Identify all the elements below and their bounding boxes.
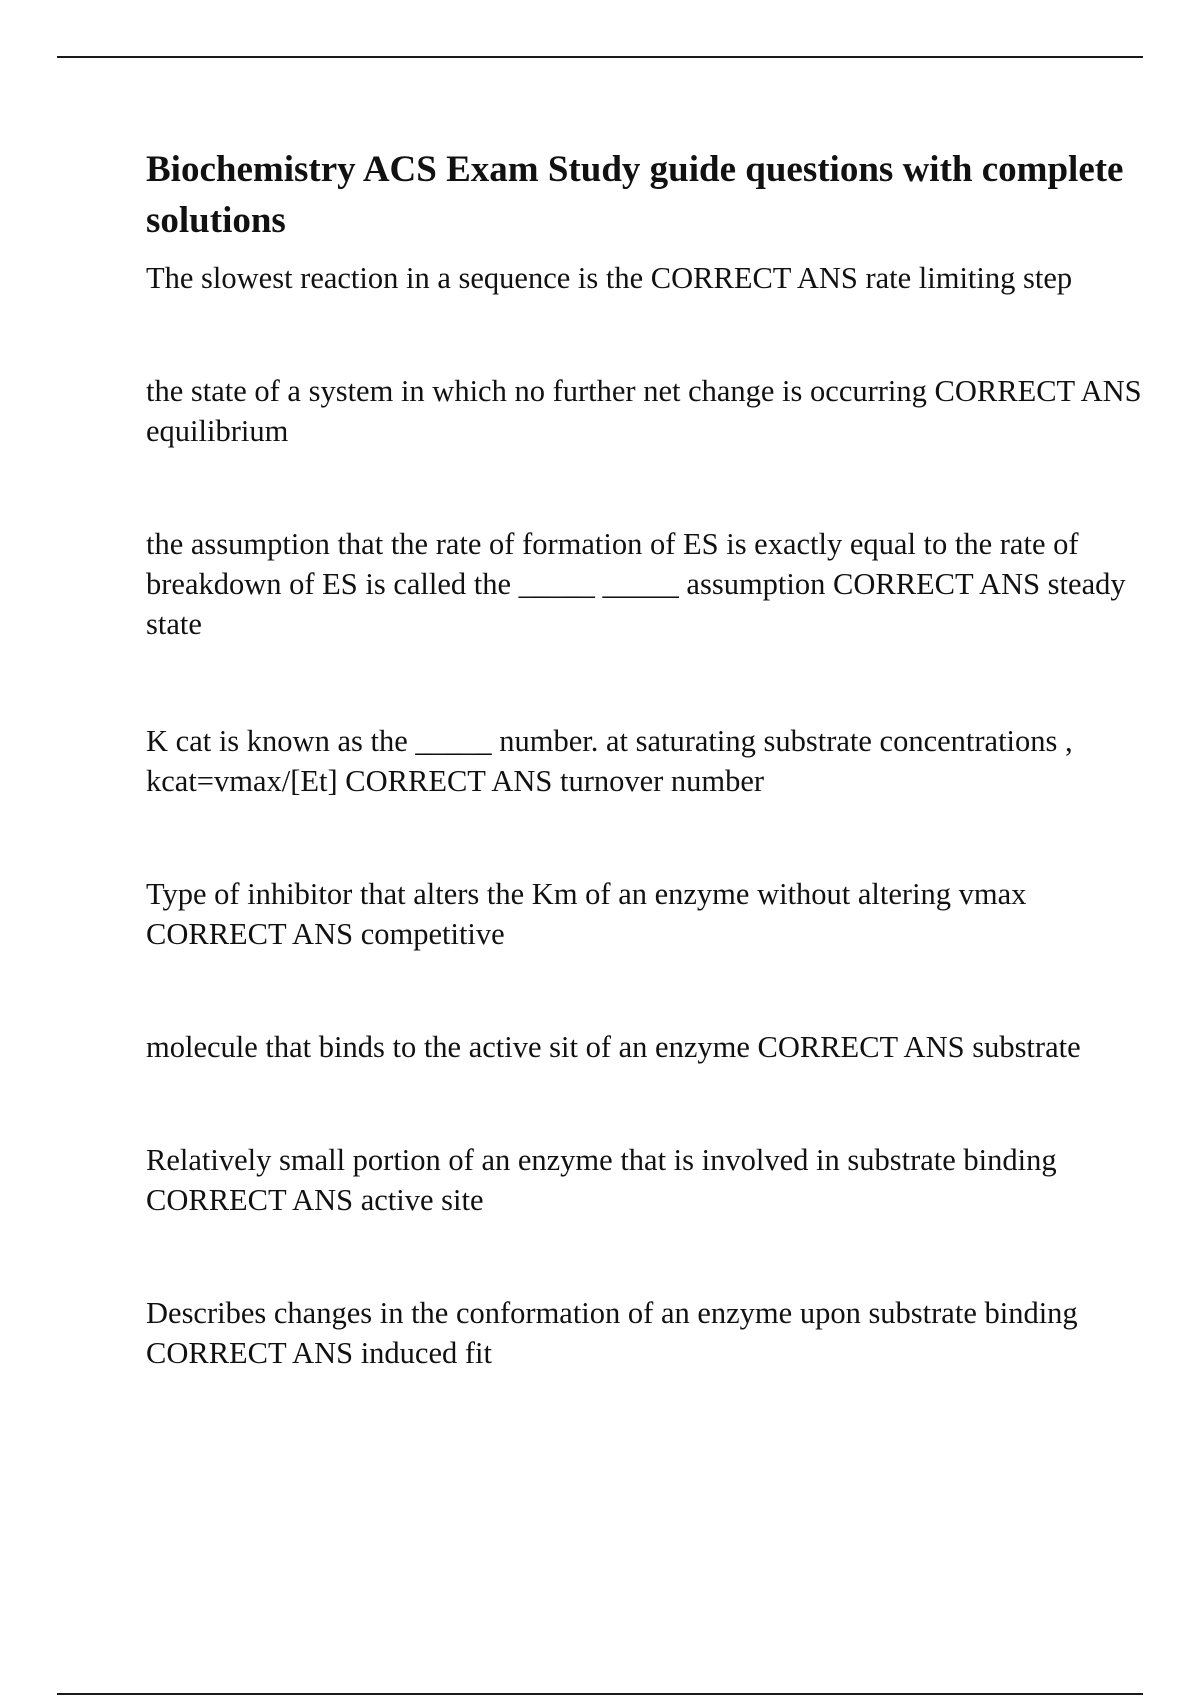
document-title: Biochemistry ACS Exam Study guide questions with complete solutions	[146, 149, 1124, 241]
qa-item: The slowest reaction in a sequence is the CORRECT ANS rate limiting step	[146, 261, 1073, 295]
qa-item: Type of inhibitor that alters the Km of an enzyme without altering vmax CORRECT ANS competitive	[146, 877, 1027, 951]
qa-item: molecule that binds to the active sit of an enzyme CORRECT ANS substrate	[146, 1030, 1081, 1064]
qa-item: the assumption that the rate of formation of ES is exactly equal to the rate of breakdown of ES is called the _____ _____ assumption CORRECT ANS steady state	[146, 527, 1126, 641]
qa-item: Relatively small portion of an enzyme that is involved in substrate binding CORRECT ANS active site	[146, 1143, 1057, 1217]
qa-item: the state of a system in which no further net change is occurring CORRECT ANS equilibrium	[146, 374, 1142, 448]
top-divider	[57, 56, 1143, 58]
bottom-divider	[57, 1693, 1143, 1695]
qa-item: K cat is known as the _____ number. at saturating substrate concentrations , kcat=vmax/[Et] CORRECT ANS turnover number	[146, 724, 1073, 798]
document-body	[146, 144, 1146, 1373]
qa-item: Describes changes in the conformation of an enzyme upon substrate binding CORRECT ANS induced fit	[146, 1296, 1078, 1370]
